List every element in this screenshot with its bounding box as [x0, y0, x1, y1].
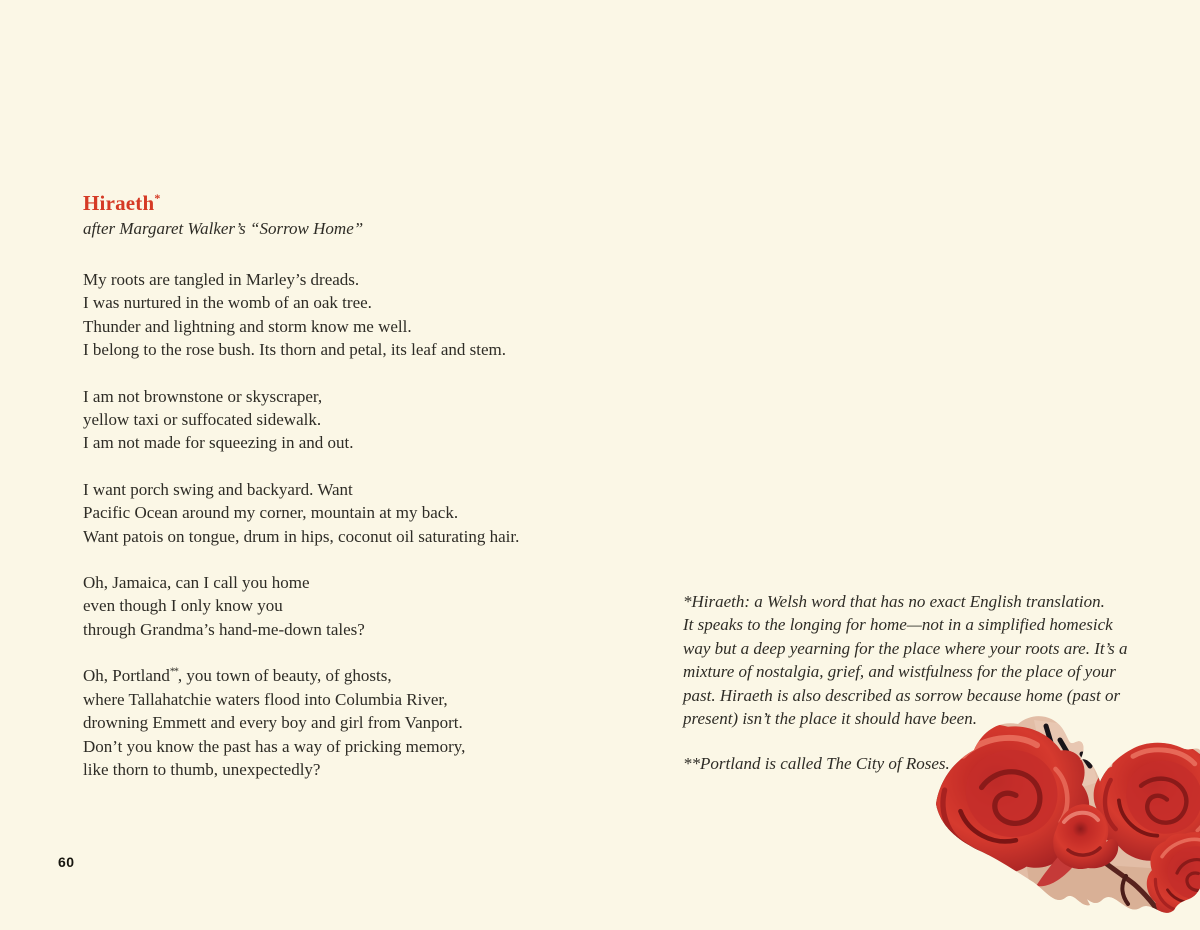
page-number: 60 — [58, 854, 75, 870]
poem-line: like thorn to thumb, unexpectedly? — [83, 759, 321, 779]
poem-stanza — [83, 664, 519, 781]
footnote-line: past. Hiraeth is also described as sorrow because home (past or — [683, 685, 1121, 705]
poem-line: where Tallahatchie waters flood into Columbia River, — [83, 689, 448, 709]
footnote-marker: * — [154, 191, 161, 205]
poem-line: Oh, Jamaica, can I call you home — [83, 573, 310, 593]
poem-title-text: Hiraeth — [83, 191, 155, 215]
footnote-line: *Hiraeth: a Welsh word that has no exact English translation. — [683, 592, 1105, 611]
footnote-portland: **Portland is called The City of Roses. — [683, 754, 950, 774]
poem-line-text: Oh, Portland — [83, 666, 170, 686]
poem-stanza — [83, 571, 519, 641]
poem-title — [83, 191, 519, 216]
poem-line: Thunder and lightning and storm know me well. — [83, 316, 412, 336]
poem-stanza — [83, 385, 519, 455]
poem-line: even though I only know you — [83, 596, 283, 616]
poem-line-text: , you town of beauty, of ghosts, — [177, 666, 392, 686]
poem-line: drowning Emmett and every boy and girl from Vanport. — [83, 713, 463, 733]
footnote-line: present) isn’t the place it should have been. — [683, 709, 977, 729]
footnote-hiraeth — [683, 590, 1133, 730]
poem-line: I am not made for squeezing in and out. — [83, 433, 354, 453]
footnote-line: It speaks to the longing for home—not in a simplified homesick — [683, 615, 1113, 635]
poem-line: yellow taxi or suffocated sidewalk. — [83, 410, 322, 430]
poem — [83, 191, 519, 781]
poem-line: Don’t you know the past has a way of pricking memory, — [83, 736, 466, 756]
poem-line: My roots are tangled in Marley’s dreads. — [83, 270, 360, 289]
poem-line: I was nurtured in the womb of an oak tree. — [83, 293, 372, 313]
footnote-line: way but a deep yearning for the place where your roots are. It’s a — [683, 638, 1128, 658]
poem-line: Want patois on tongue, drum in hips, coconut oil saturating hair. — [83, 526, 520, 546]
rose-collage-image — [930, 712, 1200, 930]
poem-line — [83, 664, 519, 687]
poem-stanza — [83, 478, 519, 548]
poem-line: Pacific Ocean around my corner, mountain at my back. — [83, 503, 459, 523]
poem-line: through Grandma’s hand-me-down tales? — [83, 619, 365, 639]
poem-epigraph: after Margaret Walker’s “Sorrow Home” — [83, 219, 364, 238]
poem-body — [83, 268, 519, 781]
footnote-marker: ** — [169, 666, 178, 678]
poem-line: I want porch swing and backyard. Want — [83, 479, 353, 499]
footnote-line: mixture of nostalgia, grief, and wistfulness for the place of your — [683, 662, 1116, 682]
poem-line: I belong to the rose bush. Its thorn and petal, its leaf and stem. — [83, 340, 507, 360]
poem-line: I am not brownstone or skyscraper, — [83, 386, 323, 406]
rose-collage-svg — [930, 712, 1200, 930]
poem-stanza — [83, 268, 519, 362]
